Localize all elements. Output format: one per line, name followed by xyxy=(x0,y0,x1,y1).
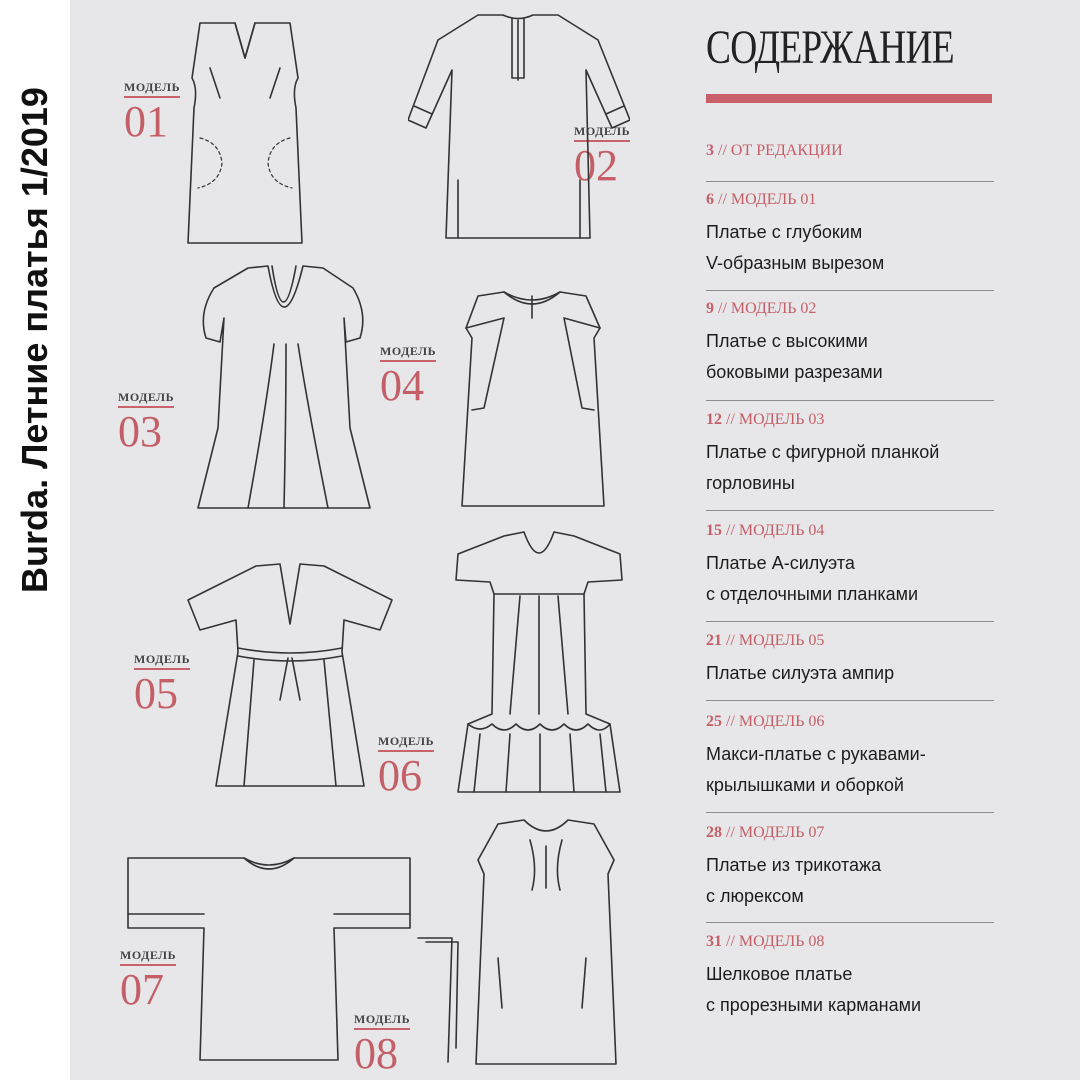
toc-entry-title: МОДЕЛЬ 08 xyxy=(738,933,825,950)
toc-page-number: 25 xyxy=(706,713,722,730)
toc-page-number: 28 xyxy=(706,824,722,841)
model-label-03 xyxy=(118,390,174,454)
toc-separator: // xyxy=(718,142,727,159)
toc-divider xyxy=(706,510,994,511)
toc-entry-ref xyxy=(706,411,996,429)
toc-entry-ref xyxy=(706,713,996,731)
toc-divider xyxy=(706,400,994,401)
toc-entry-description: Платье из трикотажа с люрексом xyxy=(706,855,882,906)
toc-separator: // xyxy=(726,411,735,428)
dress-sketch-02 xyxy=(408,10,630,244)
model-number: 08 xyxy=(354,1029,398,1078)
toc-separator: // xyxy=(726,713,735,730)
toc-separator: // xyxy=(726,824,735,841)
toc-entry-model-06 xyxy=(706,713,996,801)
toc-entry-title: МОДЕЛЬ 06 xyxy=(738,713,825,730)
dress-sketch-04 xyxy=(444,288,622,512)
model-number: 02 xyxy=(574,141,618,190)
toc-divider xyxy=(706,621,994,622)
toc-entry-ref xyxy=(706,522,996,540)
toc-divider xyxy=(706,290,994,291)
toc-entry-ref xyxy=(706,142,996,160)
toc-entry-title: МОДЕЛЬ 05 xyxy=(738,632,825,649)
toc-page-number: 31 xyxy=(706,933,722,950)
toc-entry-title: МОДЕЛЬ 04 xyxy=(738,522,825,539)
toc-entry-model-04 xyxy=(706,522,996,610)
model-number: 07 xyxy=(120,965,164,1014)
model-word: МОДЕЛЬ xyxy=(124,80,180,98)
toc-separator: // xyxy=(718,191,727,208)
toc-entry-ref xyxy=(706,300,996,318)
side-caption-strip xyxy=(0,0,70,1080)
toc-entry-description: Платье силуэта ампир xyxy=(706,663,895,683)
toc-page-number: 3 xyxy=(706,142,714,159)
model-word: МОДЕЛЬ xyxy=(378,734,434,752)
model-label-01 xyxy=(124,80,180,144)
toc-page-number: 21 xyxy=(706,632,722,649)
toc-entry-editorial xyxy=(706,142,996,160)
toc-entry-description: Макси-платье с рукавами- крылышками и оборкой xyxy=(706,744,926,795)
toc-entry-title: МОДЕЛЬ 02 xyxy=(730,300,817,317)
model-word: МОДЕЛЬ xyxy=(354,1012,410,1030)
toc-title: СОДЕРЖАНИЕ xyxy=(706,21,954,74)
dress-sketch-07 xyxy=(124,854,414,1068)
toc-divider xyxy=(706,812,994,813)
toc-separator: // xyxy=(718,300,727,317)
model-word: МОДЕЛЬ xyxy=(574,124,630,142)
model-number: 03 xyxy=(118,407,162,456)
toc-title-underline xyxy=(706,94,992,103)
toc-entry-description: Платье А-силуэта с отделочными планками xyxy=(706,553,919,604)
toc-separator: // xyxy=(726,522,735,539)
toc-divider xyxy=(706,922,994,923)
side-caption: Burda. Летние платья 1/2019 xyxy=(14,87,55,593)
toc-page-number: 9 xyxy=(706,300,714,317)
dress-sketch-06 xyxy=(450,524,628,800)
toc-entry-model-01 xyxy=(706,191,996,279)
model-number: 01 xyxy=(124,97,168,146)
toc-divider xyxy=(706,700,994,701)
toc-entry-title: ОТ РЕДАКЦИИ xyxy=(730,142,843,159)
model-word: МОДЕЛЬ xyxy=(120,948,176,966)
toc-page-number: 6 xyxy=(706,191,714,208)
toc-entry-description: Платье с глубоким V-образным вырезом xyxy=(706,222,885,273)
model-number: 05 xyxy=(134,669,178,718)
toc-entry-ref xyxy=(706,933,996,951)
model-word: МОДЕЛЬ xyxy=(380,344,436,362)
toc-divider xyxy=(706,181,994,182)
toc-entry-model-05 xyxy=(706,632,996,689)
dress-sketch-08 xyxy=(412,818,638,1070)
dress-sketch-05 xyxy=(184,560,396,792)
toc-entry-model-08 xyxy=(706,933,996,1021)
toc-separator: // xyxy=(726,632,735,649)
toc-page-number: 15 xyxy=(706,522,722,539)
model-number: 06 xyxy=(378,751,422,800)
toc-entry-description: Платье с высокими боковыми разрезами xyxy=(706,331,883,382)
toc-entry-description: Платье с фигурной планкой горловины xyxy=(706,442,940,493)
toc-entry-ref xyxy=(706,632,996,650)
toc-entry-ref xyxy=(706,191,996,209)
toc-separator: // xyxy=(726,933,735,950)
toc-entry-model-03 xyxy=(706,411,996,499)
magazine-page xyxy=(70,0,1080,1080)
model-label-05 xyxy=(134,652,190,716)
toc-entry-title: МОДЕЛЬ 03 xyxy=(738,411,825,428)
toc-entry-description: Шелковое платье с прорезными карманами xyxy=(706,964,922,1015)
toc-entry-model-07 xyxy=(706,824,996,912)
model-word: МОДЕЛЬ xyxy=(134,652,190,670)
model-number: 04 xyxy=(380,361,424,410)
toc-entry-title: МОДЕЛЬ 01 xyxy=(730,191,817,208)
toc-entry-title: МОДЕЛЬ 07 xyxy=(738,824,825,841)
model-word: МОДЕЛЬ xyxy=(118,390,174,408)
toc-page-number: 12 xyxy=(706,411,722,428)
toc-entry-model-02 xyxy=(706,300,996,388)
dress-sketch-03 xyxy=(178,258,390,514)
toc-entry-ref xyxy=(706,824,996,842)
dress-sketch-01 xyxy=(180,18,310,248)
